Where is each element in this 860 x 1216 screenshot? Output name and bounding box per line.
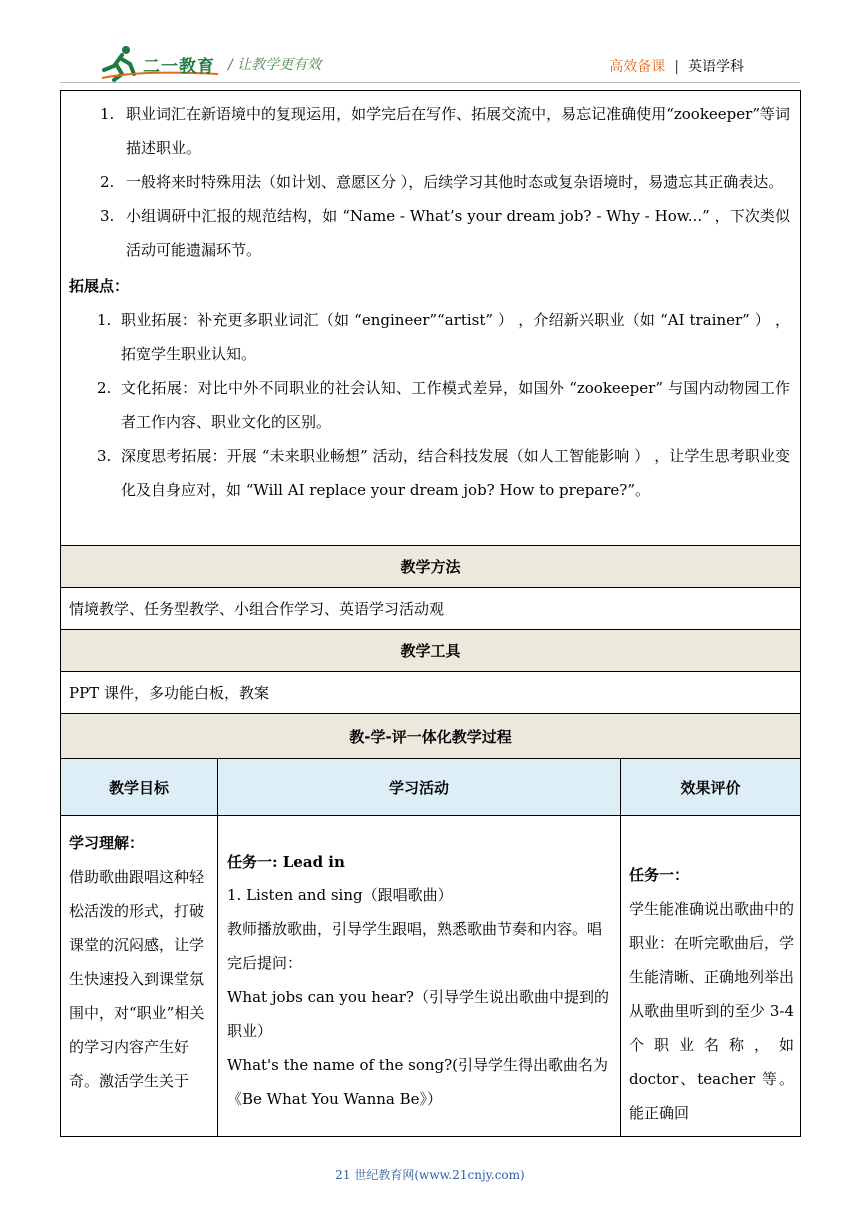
logo-text: 二一教育 bbox=[143, 57, 215, 77]
activity-line: What's the name of the song?(引导学生得出歌曲名为《Be What You Wanna Be》） bbox=[227, 1056, 609, 1108]
item-text: 文化拓展：对比中外不同职业的社会认知、工作模式差异，如国外 “zookeeper” 与国内动物园工作者工作内容、职业文化的区别。 bbox=[121, 379, 791, 431]
item-number: 1. bbox=[100, 105, 115, 123]
item-text: 职业拓展：补充更多职业词汇（如 “engineer”“artist” ） ，介绍新兴职业（如 “AI trainer” ） ，拓宽学生职业认知。 bbox=[121, 311, 791, 363]
process-heading: 教-学-评一体化教学过程 bbox=[61, 714, 801, 759]
list-item bbox=[69, 303, 792, 371]
item-text: 小组调研中汇报的规范结构，如 “Name - What’s your dream job? - Why - How...” ，下次类似活动可能遗漏环节。 bbox=[126, 207, 791, 259]
item-number: 1. bbox=[97, 311, 112, 329]
table-row bbox=[61, 816, 801, 1137]
tools-heading: 教学工具 bbox=[61, 630, 801, 672]
item-text: 职业词汇在新语境中的复现运用，如学完后在写作、拓展交流中，易忘记准确使用“zookeeper”等词描述职业。 bbox=[126, 105, 791, 157]
item-text: 一般将来时特殊用法（如计划、意愿区分 ），后续学习其他时态或复杂语境时，易遗忘其正确表达。 bbox=[126, 173, 784, 191]
difficulty-list bbox=[69, 97, 792, 267]
item-number: 3. bbox=[97, 447, 112, 465]
extension-list bbox=[69, 303, 792, 507]
evaluation-cell bbox=[621, 816, 801, 1137]
header-separator: | bbox=[674, 59, 679, 75]
lesson-table bbox=[60, 90, 801, 1137]
goal-title: 学习理解： bbox=[69, 834, 145, 852]
activity-title: 任务一: Lead in bbox=[227, 853, 345, 871]
goal-cell bbox=[61, 816, 218, 1137]
list-item bbox=[69, 165, 792, 199]
header-right bbox=[609, 56, 744, 76]
item-number: 2. bbox=[100, 173, 115, 191]
evaluation-title: 任务一： bbox=[629, 866, 690, 884]
page-footer: 21 世纪教育网(www.21cnjy.com) bbox=[335, 1168, 525, 1182]
list-item bbox=[69, 371, 792, 439]
column-header-goal: 教学目标 bbox=[61, 759, 218, 816]
difficulty-extension-cell bbox=[61, 91, 801, 546]
methods-content: 情境教学、任务型教学、小组合作学习、英语学习活动观 bbox=[61, 588, 801, 630]
page-header bbox=[0, 0, 860, 90]
activity-cell bbox=[218, 816, 621, 1137]
header-divider bbox=[60, 82, 800, 83]
item-text: 深度思考拓展：开展 “未来职业畅想” 活动，结合科技发展（如人工智能影响 ） ，让学生思考职业变化及自身应对，如 “Will AI replace your dream job? How to prepare?”。 bbox=[121, 447, 791, 499]
extension-title: 拓展点： bbox=[69, 277, 130, 295]
methods-heading: 教学方法 bbox=[61, 546, 801, 588]
activity-line: 教师播放歌曲，引导学生跟唱，熟悉歌曲节奏和内容。唱完后提问： bbox=[227, 920, 603, 972]
tools-content: PPT 课件，多功能白板，教案 bbox=[61, 672, 801, 714]
list-item bbox=[69, 199, 792, 267]
list-item bbox=[69, 439, 792, 507]
list-item bbox=[69, 97, 792, 165]
column-header-activity: 学习活动 bbox=[218, 759, 621, 816]
item-number: 3. bbox=[100, 207, 115, 225]
evaluation-text: 学生能准确说出歌曲中的职业：在听完歌曲后，学生能清晰、正确地列举出从歌曲里听到的至少 3-4 个职业名称，如 doctor、teacher 等。能正确回 bbox=[629, 900, 795, 1122]
header-label: 高效备课 bbox=[609, 59, 666, 75]
activity-line: What jobs can you hear?（引导学生说出歌曲中提到的职业） bbox=[227, 988, 609, 1040]
activity-line: 1. Listen and sing（跟唱歌曲） bbox=[227, 886, 453, 904]
item-number: 2. bbox=[97, 379, 112, 397]
column-header-evaluation: 效果评价 bbox=[621, 759, 801, 816]
goal-text: 借助歌曲跟唱这种轻松活泼的形式，打破课堂的沉闷感，让学生快速投入到课堂氛围中，对“职业”相关的学习内容产生好奇。激活学生关于 bbox=[69, 868, 205, 1090]
slogan: / 让教学更有效 bbox=[228, 57, 322, 73]
header-subject: 英语学科 bbox=[688, 59, 744, 75]
